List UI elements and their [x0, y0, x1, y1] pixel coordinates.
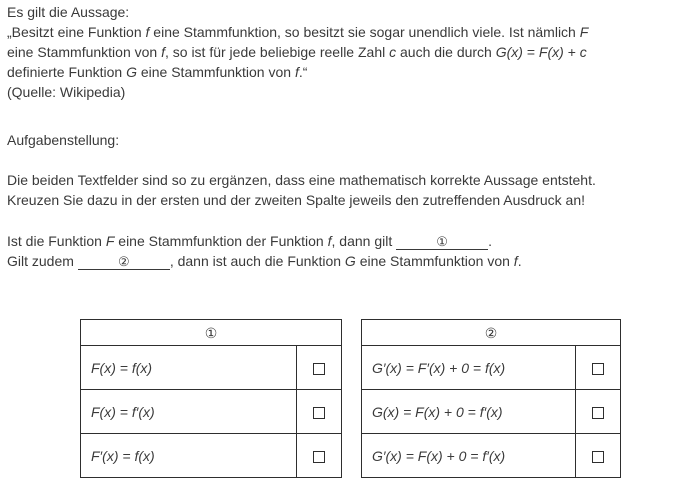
table-row	[362, 434, 621, 478]
checkbox-cell	[576, 346, 621, 390]
table-header-row	[362, 320, 621, 346]
expression-cell: G′(x) = F(x) + 0 = f′(x)	[362, 434, 576, 478]
expression-cell: F(x) = f(x)	[81, 346, 297, 390]
table-2-header: ②	[362, 320, 621, 346]
table-row	[81, 346, 342, 390]
instruction-line-2: Kreuzen Sie dazu in der ersten und der zweiten Spalte jeweils den zutreffenden Ausdruck an!	[7, 192, 585, 208]
table-row	[362, 390, 621, 434]
statement-quote: „Besitzt eine Funktion f eine Stammfunktion, so besitzt sie sogar unendlich viele. Ist nämlich F eine Stammfunktion von f, so ist für jede beliebige reelle Zahl c auch die durch G(x) = F(x) + c definierte Funktion G eine Stammfunktion von f.“	[7, 24, 589, 80]
checkbox-cell	[576, 390, 621, 434]
intro-block	[7, 2, 694, 102]
table-row	[362, 346, 621, 390]
expression-cell: G′(x) = F′(x) + 0 = f(x)	[362, 346, 576, 390]
choice-table-2	[361, 319, 621, 478]
checkbox-option-1-2[interactable]	[313, 407, 325, 419]
instruction-line-1: Die beiden Textfelder sind so zu ergänzen, dass eine mathematisch korrekte Aussage entsteht.	[7, 172, 596, 188]
choice-table-1	[80, 319, 342, 478]
intro-lead-line: Es gilt die Aussage:	[7, 4, 130, 20]
fill-in-block	[7, 231, 694, 271]
checkbox-cell	[576, 434, 621, 478]
task-section-heading: Aufgabenstellung:	[7, 132, 120, 148]
checkbox-option-1-1[interactable]	[313, 363, 325, 375]
answer-tables	[80, 319, 694, 478]
expression-cell: F′(x) = f(x)	[81, 434, 297, 478]
fill-sentence-1: Ist die Funktion F eine Stammfunktion der Funktion f, dann gilt ① .	[7, 233, 493, 249]
table-row	[81, 390, 342, 434]
checkbox-cell	[297, 390, 342, 434]
table-header-row	[81, 320, 342, 346]
table-row	[81, 434, 342, 478]
checkbox-cell	[297, 346, 342, 390]
expression-cell: F(x) = f′(x)	[81, 390, 297, 434]
expression-cell: G(x) = F(x) + 0 = f′(x)	[362, 390, 576, 434]
quote-source-line: (Quelle: Wikipedia)	[7, 84, 126, 100]
checkbox-option-2-2[interactable]	[592, 407, 604, 419]
table-1-header: ①	[81, 320, 342, 346]
fill-sentence-2: Gilt zudem ② , dann ist auch die Funktion G eine Stammfunktion von f.	[7, 253, 522, 269]
blank-field: ①	[396, 233, 488, 250]
blank-field: ②	[78, 253, 170, 270]
checkbox-option-2-1[interactable]	[592, 363, 604, 375]
checkbox-option-1-3[interactable]	[313, 451, 325, 463]
checkbox-option-2-3[interactable]	[592, 451, 604, 463]
instructions-block	[7, 170, 694, 210]
checkbox-cell	[297, 434, 342, 478]
